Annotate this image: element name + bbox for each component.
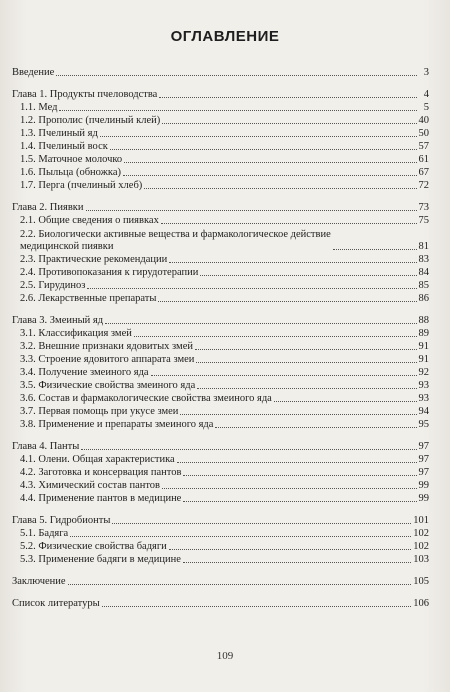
toc-label <box>20 229 331 253</box>
toc-page: 5 <box>423 102 429 113</box>
leader-dots <box>200 275 416 276</box>
leader-dots <box>180 414 416 415</box>
toc-entry-section <box>12 466 429 479</box>
toc-entry-section <box>12 418 429 431</box>
toc-label: 3.7. Первая помощь при укусе змеи <box>20 406 179 417</box>
toc-entry-chapter <box>12 440 429 453</box>
leader-dots <box>177 462 417 463</box>
leader-dots <box>183 501 416 502</box>
leader-dots <box>102 606 412 607</box>
leader-dots <box>68 584 412 585</box>
toc-entry-conclusion <box>12 575 429 588</box>
toc-page: 91 <box>418 354 429 365</box>
toc-page: 97 <box>418 467 429 478</box>
toc-label: 3.3. Строение ядовитого аппарата змеи <box>20 354 195 365</box>
toc-entry-section <box>12 166 429 179</box>
toc-entry-section <box>12 340 429 353</box>
toc-entry-section <box>12 140 429 153</box>
leader-dots <box>151 375 417 376</box>
toc-label: Глава 3. Змеиный яд <box>12 315 104 326</box>
toc-page: 92 <box>418 367 429 378</box>
leader-dots <box>86 210 417 211</box>
toc-entry-section <box>12 453 429 466</box>
toc-label: 5.1. Бадяга <box>20 528 69 539</box>
toc-page: 95 <box>418 419 429 430</box>
toc-label: 5.2. Физические свойства бадяги <box>20 541 167 552</box>
toc-label: Глава 5. Гидробионты <box>12 515 111 526</box>
toc-label: 4.1. Олени. Общая характеристика <box>20 454 175 465</box>
toc-label: 4.4. Применение пантов в медицине <box>20 493 182 504</box>
toc-label: Глава 1. Продукты пчеловодства <box>12 89 158 100</box>
leader-dots <box>159 97 417 98</box>
toc-entry-chapter <box>12 514 429 527</box>
toc-entry-section <box>12 492 429 505</box>
toc-page: 91 <box>418 341 429 352</box>
toc-label: Заключение <box>12 576 66 587</box>
toc-entry-section <box>12 392 429 405</box>
toc-label: 3.5. Физические свойства змеиного яда <box>20 380 196 391</box>
toc-entry-intro <box>12 66 429 79</box>
toc-page: 85 <box>418 280 429 291</box>
toc-page: 101 <box>413 515 429 526</box>
toc-page: 97 <box>418 441 429 452</box>
toc-entry-section <box>12 279 429 292</box>
leader-dots <box>333 249 417 250</box>
leader-dots <box>59 110 417 111</box>
toc-entry-section <box>12 527 429 540</box>
leader-dots <box>169 262 416 263</box>
leader-dots <box>197 388 416 389</box>
leader-dots <box>183 562 411 563</box>
leader-dots <box>162 488 416 489</box>
toc-page: 73 <box>418 202 429 213</box>
toc-entry-section <box>12 379 429 392</box>
toc-entry-section <box>12 253 429 266</box>
leader-dots <box>105 323 416 324</box>
toc-label: 2.6. Лекарственные препараты <box>20 293 157 304</box>
toc-entry-section <box>12 101 429 114</box>
toc-label: Глава 4. Панты <box>12 441 80 452</box>
toc-label: 5.3. Применение бадяги в медицине <box>20 554 181 565</box>
leader-dots <box>110 149 417 150</box>
toc-label: 4.3. Химический состав пантов <box>20 480 161 491</box>
toc-page: 83 <box>418 254 429 265</box>
toc-label: 1.6. Пыльца (обножка) <box>20 167 121 178</box>
toc-page: 81 <box>418 241 429 252</box>
toc-label: 3.4. Получение змеиного яда <box>20 367 149 378</box>
toc-label: Глава 2. Пиявки <box>12 202 84 213</box>
toc-label: 3.1. Классификация змей <box>20 328 132 339</box>
toc-entry-section <box>12 405 429 418</box>
table-of-contents <box>12 66 429 610</box>
toc-page: 102 <box>413 528 429 539</box>
leader-dots <box>70 536 411 537</box>
toc-page: 72 <box>418 180 429 191</box>
toc-page: 105 <box>413 576 429 587</box>
toc-page: 84 <box>418 267 429 278</box>
toc-page: 93 <box>418 393 429 404</box>
toc-page: 102 <box>413 541 429 552</box>
toc-label: 2.3. Практические рекомендации <box>20 254 168 265</box>
toc-entry-section <box>12 327 429 340</box>
toc-entry-section <box>12 227 429 253</box>
toc-label: Список литературы <box>12 598 100 609</box>
toc-page: 61 <box>418 154 429 165</box>
toc-entry-section <box>12 214 429 227</box>
toc-page: 99 <box>418 480 429 491</box>
toc-page: 75 <box>418 215 429 226</box>
toc-page: 93 <box>418 380 429 391</box>
leader-dots <box>162 123 416 124</box>
toc-label: 1.3. Пчелиный яд <box>20 128 98 139</box>
toc-page: 88 <box>418 315 429 326</box>
toc-entry-section <box>12 153 429 166</box>
leader-dots <box>169 549 411 550</box>
toc-label: 3.6. Состав и фармакологические свойства змеиного яда <box>20 393 272 404</box>
toc-label: 2.5. Гирудиноз <box>20 280 86 291</box>
leader-dots <box>124 162 416 163</box>
chapters-list <box>12 88 429 575</box>
toc-entry-section <box>12 479 429 492</box>
leader-dots <box>195 349 417 350</box>
leader-dots <box>112 523 411 524</box>
leader-dots <box>87 288 416 289</box>
toc-entry-section <box>12 179 429 192</box>
toc-label: 1.5. Маточное молочко <box>20 154 123 165</box>
leader-dots <box>215 427 416 428</box>
toc-label: Введение <box>12 67 55 78</box>
leader-dots <box>100 136 417 137</box>
toc-page: 89 <box>418 328 429 339</box>
leader-dots <box>123 175 417 176</box>
toc-label: 1.1. Мед <box>20 102 58 113</box>
leader-dots <box>183 475 416 476</box>
toc-label: 1.4. Пчелиный воск <box>20 141 108 152</box>
toc-entry-chapter <box>12 88 429 101</box>
toc-entry-section <box>12 114 429 127</box>
toc-page: 94 <box>418 406 429 417</box>
toc-page: 3 <box>423 67 429 78</box>
toc-page: 103 <box>413 554 429 565</box>
toc-label: 2.1. Общие сведения о пиявках <box>20 215 159 226</box>
toc-label: 2.4. Противопоказания к гирудотерапии <box>20 267 199 278</box>
leader-dots <box>158 301 416 302</box>
toc-entry-references <box>12 597 429 610</box>
toc-page: 40 <box>418 115 429 126</box>
leader-dots <box>81 449 416 450</box>
toc-label-line: медицинской пиявки <box>20 241 114 252</box>
toc-page: 50 <box>418 128 429 139</box>
toc-entry-section <box>12 553 429 566</box>
toc-page: 86 <box>418 293 429 304</box>
toc-entry-section <box>12 366 429 379</box>
toc-label: 1.2. Прополис (пчелиный клей) <box>20 115 161 126</box>
page-title: ОГЛАВЛЕНИЕ <box>170 28 280 45</box>
toc-page: 99 <box>418 493 429 504</box>
toc-entry-section <box>12 353 429 366</box>
leader-dots <box>274 401 417 402</box>
leader-dots <box>134 336 417 337</box>
toc-page: 67 <box>418 167 429 178</box>
toc-page: 97 <box>418 454 429 465</box>
leader-dots <box>196 362 416 363</box>
toc-page: 4 <box>423 89 429 100</box>
toc-entry-section <box>12 127 429 140</box>
leader-dots <box>56 75 417 76</box>
toc-page: 106 <box>413 598 429 609</box>
leader-dots <box>161 223 417 224</box>
leader-dots <box>144 188 416 189</box>
toc-label: 1.7. Перга (пчелиный хлеб) <box>20 180 143 191</box>
toc-entry-section <box>12 266 429 279</box>
toc-entry-section <box>12 540 429 553</box>
toc-label-line: 2.2. Биологически активные вещества и фармакологическое действие <box>20 229 331 240</box>
toc-label: 4.2. Заготовка и консервация пантов <box>20 467 182 478</box>
toc-label: 3.2. Внешние признаки ядовитых змей <box>20 341 193 352</box>
toc-label: 3.8. Применение и препараты змеиного яда <box>20 419 214 430</box>
toc-entry-chapter <box>12 201 429 214</box>
toc-entry-chapter <box>12 314 429 327</box>
toc-page: 57 <box>418 141 429 152</box>
page-number: 109 <box>216 650 234 662</box>
toc-entry-section <box>12 292 429 305</box>
